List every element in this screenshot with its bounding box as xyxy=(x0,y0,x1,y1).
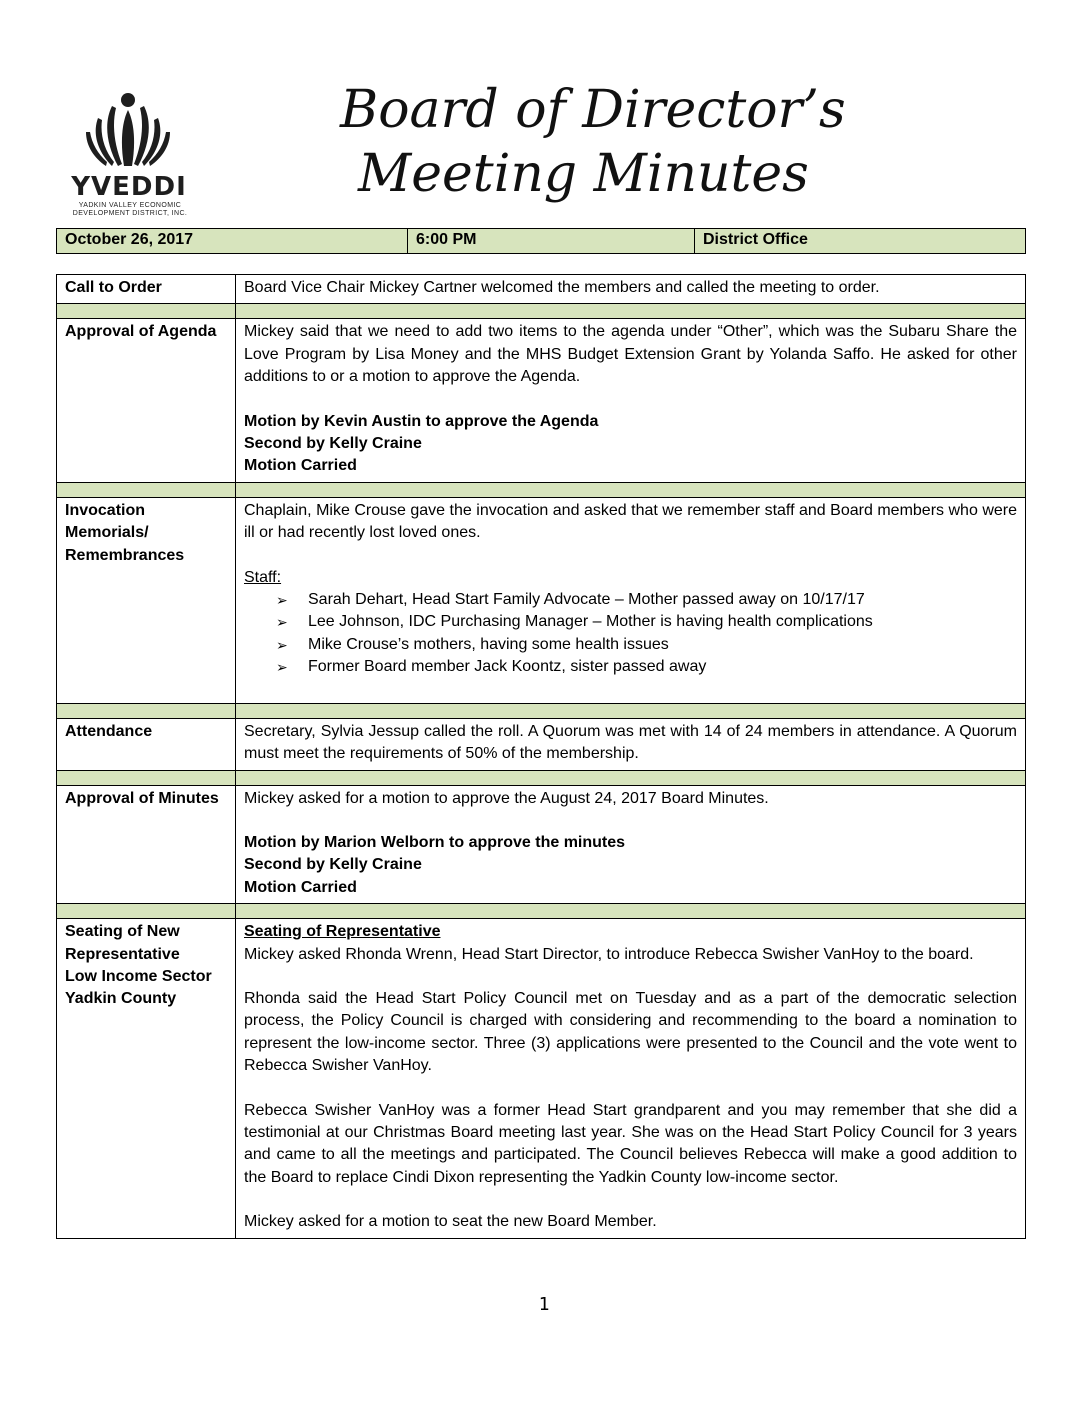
spacer-row xyxy=(57,703,1026,718)
minutes-result: Motion Carried xyxy=(244,878,357,896)
row-call-to-order xyxy=(57,275,1026,304)
seating-paragraph-4: Mickey asked for a motion to seat the new Board Member. xyxy=(244,1213,657,1231)
row-invocation xyxy=(57,497,1026,703)
label-attendance: Attendance xyxy=(57,718,236,770)
yveddi-logo xyxy=(58,92,198,222)
meeting-date: October 26, 2017 xyxy=(57,229,408,254)
invocation-text: Chaplain, Mike Crouse gave the invocation and asked that we remember staff and Board members who were ill or had recently lost loved ones. xyxy=(244,501,1017,542)
meeting-time: 6:00 PM xyxy=(408,229,695,254)
attendance-text: Secretary, Sylvia Jessup called the roll. A Quorum was met with 14 of 24 members in attendance. A Quorum must meet the requirements of 50% of the membership. xyxy=(236,718,1026,770)
minutes-second: Second by Kelly Craine xyxy=(244,856,422,874)
minutes-table xyxy=(56,274,1026,1239)
label-invocation xyxy=(57,497,236,703)
spacer-row xyxy=(57,304,1026,319)
logo-subtitle-line1: YADKIN VALLEY ECONOMIC xyxy=(78,202,182,209)
label-invocation-line2: Memorials/ xyxy=(65,524,149,542)
agenda-text: Mickey said that we need to add two items to the agenda under “Other”, which was the Subaru Share the Love Program by Lisa Money and the MHS Budget Extension Grant by Yolanda Saffo. He asked for other additions to or a motion to approve the Agenda. xyxy=(244,323,1017,386)
minutes-motion: Motion by Marion Welborn to approve the minutes xyxy=(244,833,626,851)
spacer-row xyxy=(57,904,1026,919)
minutes-text: Mickey asked for a motion to approve the August 24, 2017 Board Minutes. xyxy=(244,789,769,807)
row-seating xyxy=(57,919,1026,1238)
list-item: ➢ Former Board member Jack Koontz, sister passed away xyxy=(276,656,1017,678)
approval-of-agenda-body xyxy=(236,319,1026,482)
staff-list xyxy=(244,589,1017,679)
meeting-location: District Office xyxy=(695,229,1026,254)
call-to-order-text: Board Vice Chair Mickey Cartner welcomed the members and called the meeting to order. xyxy=(236,275,1026,304)
label-seating-line4: Yadkin County xyxy=(65,990,177,1008)
label-approval-of-minutes: Approval of Minutes xyxy=(57,785,236,904)
agenda-motion: Motion by Kevin Austin to approve the Agenda xyxy=(244,412,599,430)
title-line1: Board of Director’s xyxy=(340,80,846,140)
seating-paragraph-1: Mickey asked Rhonda Wrenn, Head Start Director, to introduce Rebecca Swisher VanHoy to the board. xyxy=(244,945,974,963)
spacer-row xyxy=(57,482,1026,497)
row-approval-of-minutes xyxy=(57,785,1026,904)
seating-paragraph-2: Rhonda said the Head Start Policy Council met on Tuesday and as a part of the democratic selection process, the Policy Council is charged with considering and recommending to the board a nomination to represent the low-income sector. Three (3) applications were presented to the Council and the vote went to Rebecca Swisher VanHoy. xyxy=(244,989,1017,1075)
meeting-info-table xyxy=(56,228,1026,254)
logo-subtitle-line2: DEVELOPMENT DISTRICT, INC. xyxy=(72,210,188,217)
row-attendance xyxy=(57,718,1026,770)
row-approval-of-agenda xyxy=(57,319,1026,482)
seating-heading: Seating of Representative xyxy=(244,923,441,941)
logo-wordmark: YVEDDI xyxy=(71,172,187,202)
title-line2: Meeting Minutes xyxy=(358,144,809,204)
document-title xyxy=(330,78,890,206)
label-seating-line1: Seating of New xyxy=(65,923,180,941)
staff-heading: Staff: xyxy=(244,568,282,586)
label-approval-of-agenda: Approval of Agenda xyxy=(57,319,236,482)
agenda-second: Second by Kelly Craine xyxy=(244,435,422,453)
list-item: ➢ Mike Crouse’s mothers, having some health issues xyxy=(276,634,1017,656)
label-invocation-line3: Remembrances xyxy=(65,546,185,564)
agenda-result: Motion Carried xyxy=(244,457,357,475)
label-invocation-line1: Invocation xyxy=(65,501,146,519)
invocation-body xyxy=(236,497,1026,703)
approval-of-minutes-body xyxy=(236,785,1026,904)
seating-body xyxy=(236,919,1026,1238)
label-seating-line2: Representative xyxy=(65,945,180,963)
spacer-row xyxy=(57,770,1026,785)
label-call-to-order: Call to Order xyxy=(57,275,236,304)
list-item: ➢ Sarah Dehart, Head Start Family Advocate – Mother passed away on 10/17/17 xyxy=(276,589,1017,611)
logo-subtitle xyxy=(64,202,196,218)
page-number: 1 xyxy=(538,1294,550,1315)
seating-paragraph-3: Rebecca Swisher VanHoy was a former Head Start grandparent and you may remember that she did a testimonial at our Christmas Board meeting last year. She was on the Head Start Policy Council for 3 years and came to all the meetings and participated. The Council believes Rebecca will make a good addition to the Board to replace Cindi Dixon representing the Yadkin County low-income sector. xyxy=(244,1101,1017,1186)
label-seating xyxy=(57,919,236,1238)
list-item: ➢ Lee Johnson, IDC Purchasing Manager – Mother is having health complications xyxy=(276,611,1017,633)
yveddi-figure-icon xyxy=(82,92,174,172)
label-seating-line3: Low Income Sector xyxy=(65,967,212,985)
